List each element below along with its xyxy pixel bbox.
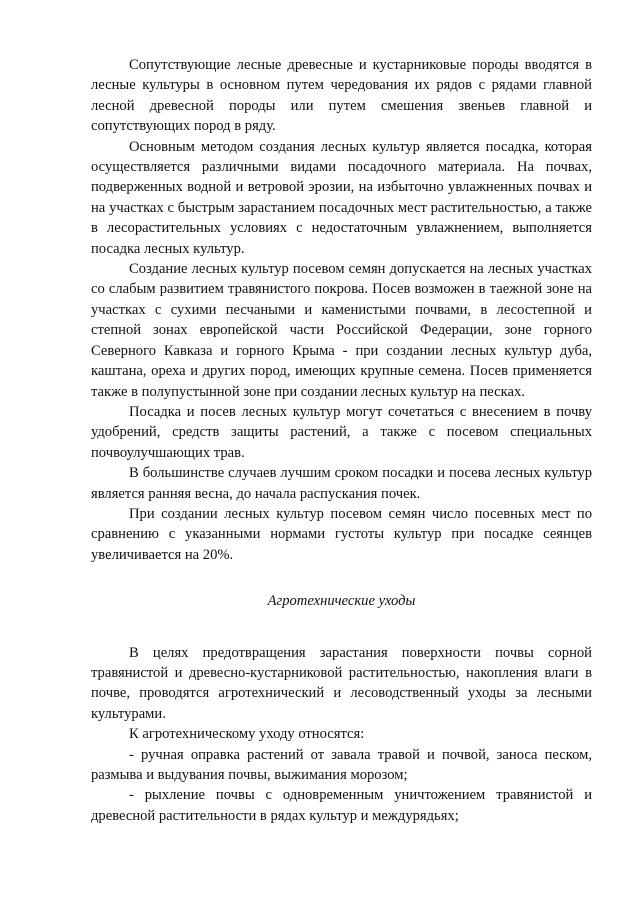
- list-item-soil-loosening: - рыхление почвы с одновременным уничтожением травянистой и древесной растительности в рядах культур и междурядьях;: [91, 787, 592, 824]
- paragraph-care-purpose: В целях предотвращения зарастания поверхности почвы сорной травянистой и древесно-кустарниковой растительностью, накопления влаги в почве, проводятся агротехнический и лесоводственный уходы за лесными культурами.: [91, 644, 592, 722]
- list-item-plant-freeing: - ручная оправка растений от завала травой и почвой, заноса песком, размыва и выдувания почвы, выжимания морозом;: [91, 746, 592, 783]
- paragraph-planting-season: В большинстве случаев лучшим сроком посадки и посева лесных культур является ранняя весна, до начала распускания почек.: [91, 465, 592, 502]
- paragraph-seed-sowing: Создание лесных культур посевом семян допускается на лесных участках со слабым развитием травянистого покрова. Посев возможен в таежной зоне на участках с сухими песчаными и каменистыми почвами, в лесостепной и степной зонах европейской части Российской Федерации, зоне горного Северного Кавказа и горного Крыма - при создании лесных культур дуба, каштана, ореха и других пород, имеющих крупные семена. Посев применяется также в полупустынной зоне при создании лесных культур на песках.: [91, 261, 592, 400]
- paragraph-sowing-increase: При создании лесных культур посевом семян число посевных мест по сравнению с указанными нормами густоты культур при посадке сеянцев увеличивается на 20%.: [91, 505, 592, 563]
- document-page: [91, 55, 592, 826]
- paragraph-care-list-intro: К агротехническому уходу относятся:: [129, 726, 365, 743]
- paragraph-fertilizers: Посадка и посев лесных культур могут сочетаться с внесением в почву удобрений, средств защиты растений, а также с посевом специальных почвоулучшающих трав.: [91, 403, 592, 461]
- section-heading: Агротехнические уходы: [267, 593, 416, 610]
- paragraph-planting-method: Основным методом создания лесных культур является посадка, которая осуществляется различными видами посадочного материала. На почвах, подверженных водной и ветровой эрозии, на избыточно увлажненных почвах и на участках с быстрым зарастанием посадочных мест растительностью, а также в лесорастительных условиях с недостаточным увлажнением, выполняется посадка лесных культур.: [91, 138, 592, 257]
- paragraph-companion-species: Сопутствующие лесные древесные и кустарниковые породы вводятся в лесные культуры в основном путем чередования их рядов с рядами главной лесной древесной породы или путем смешения звеньев главной и сопутствующих пород в ряду.: [91, 57, 592, 135]
